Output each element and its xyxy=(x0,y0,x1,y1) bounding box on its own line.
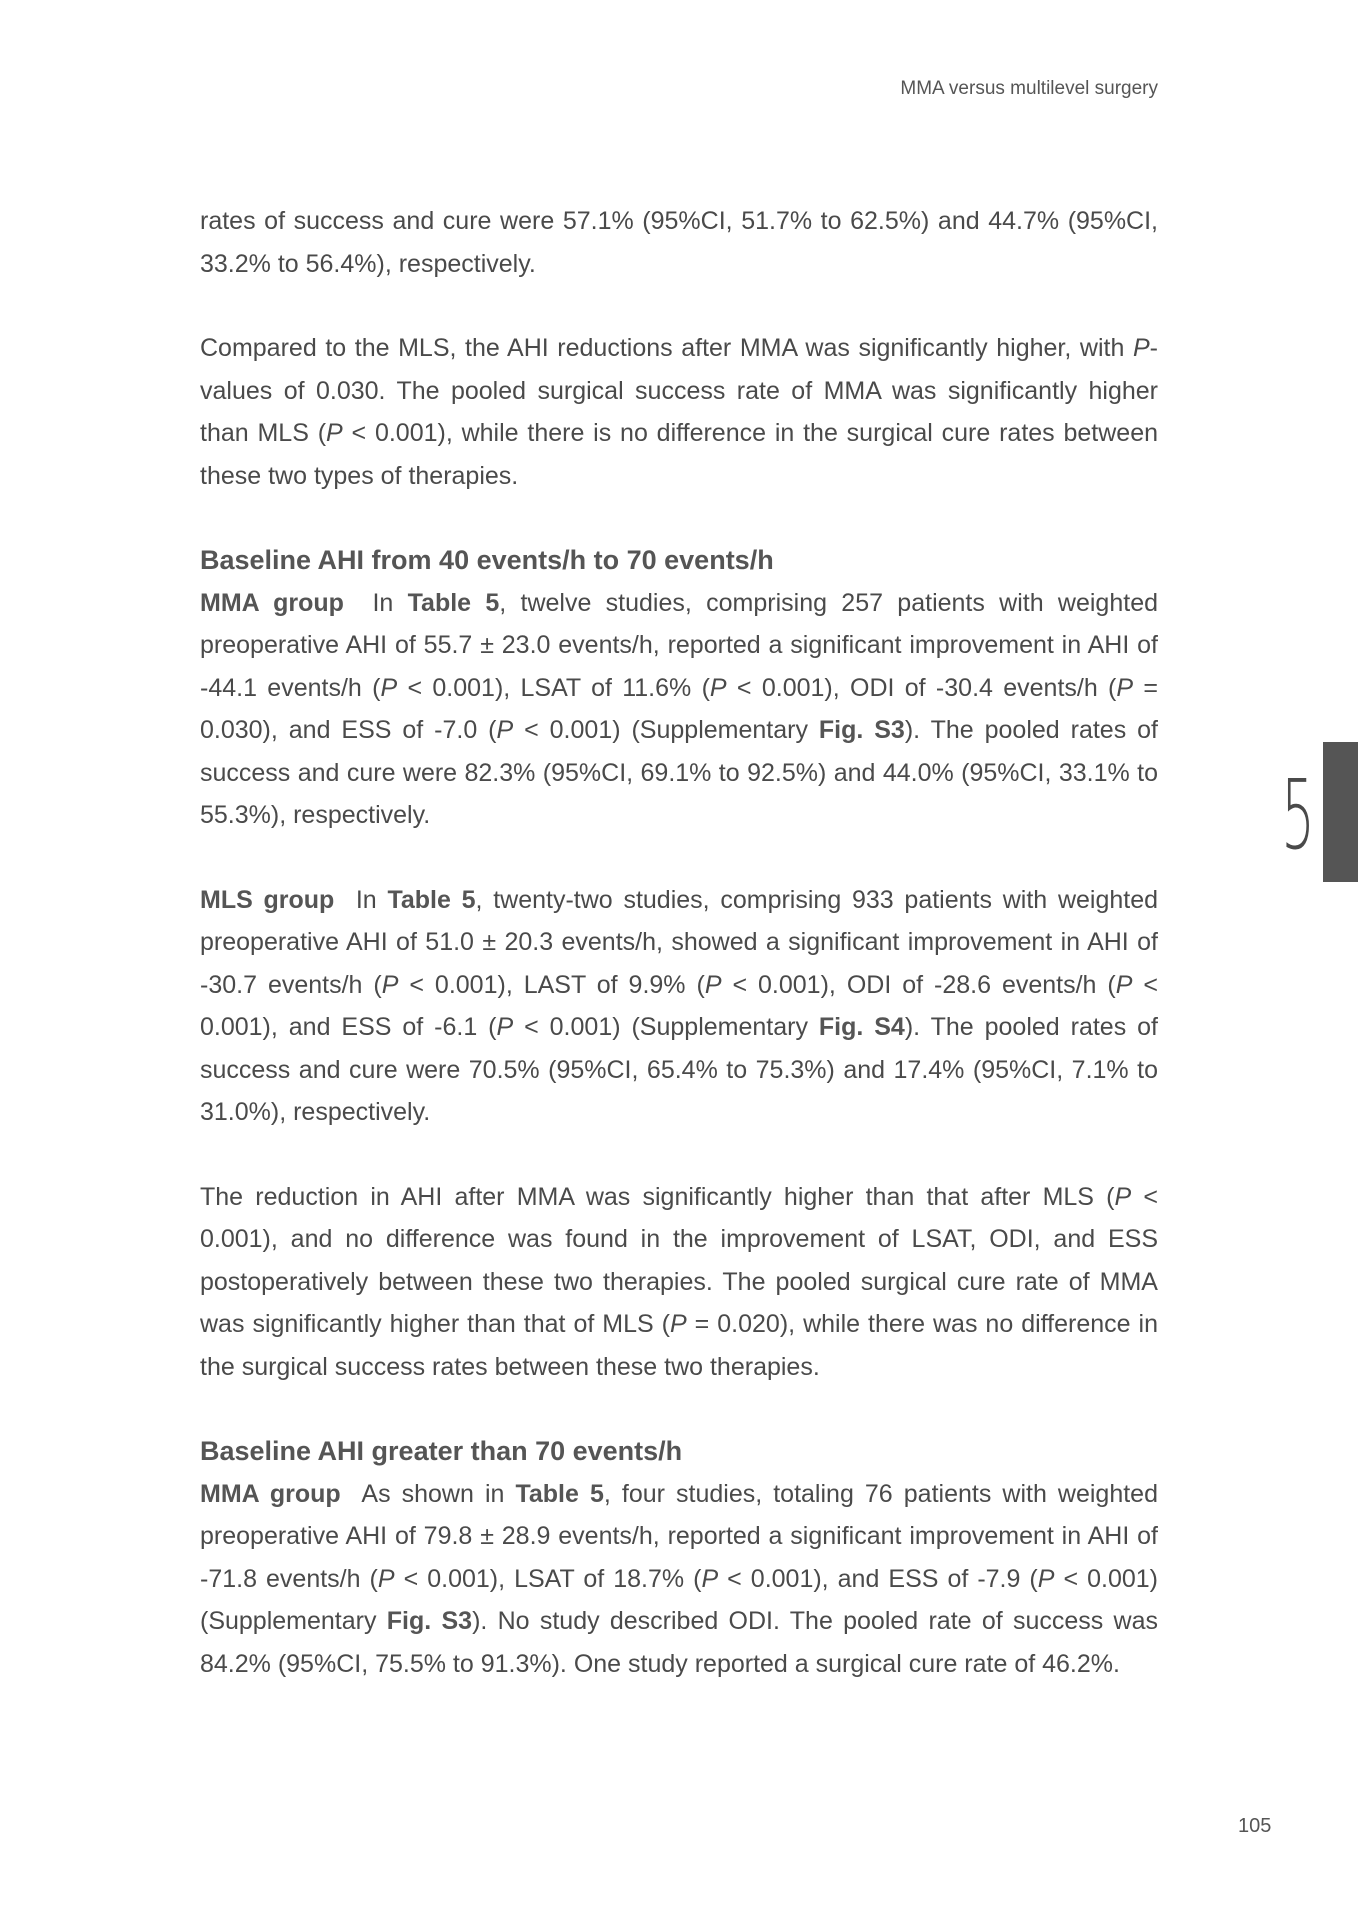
page-number: 105 xyxy=(1238,1815,1272,1837)
table-reference: Table 5 xyxy=(515,1479,604,1508)
text-run: < 0.001), ODI of -28.6 events/h ( xyxy=(721,970,1116,999)
paragraph-mma-group-high-ahi xyxy=(200,1473,1158,1686)
italic-p: P xyxy=(326,419,343,447)
text-run: = 0.020), while there was no difference in the surgical success rates between these two therapies. xyxy=(200,1310,1159,1381)
text-run: ). No study described ODI. The pooled rate of success was 84.2% (95%CI, 75.5% to 91.3%). One study reported a surgical cure rate of 46.2%. xyxy=(200,1607,1158,1678)
italic-p: P xyxy=(704,970,722,999)
italic-p: P xyxy=(1037,1564,1055,1593)
italic-p: P xyxy=(377,1564,395,1593)
italic-p: P xyxy=(1114,1182,1132,1211)
paragraph-mma-group xyxy=(200,582,1158,837)
text-run: < 0.001) (Supplementary xyxy=(200,1564,1158,1635)
text-run: < 0.001), and ESS of -7.9 ( xyxy=(718,1564,1038,1593)
paragraph-mls-group xyxy=(200,879,1158,1134)
italic-p: P xyxy=(1132,334,1150,362)
chapter-tab-marker xyxy=(1323,742,1358,882)
text-run: < 0.001), and ESS of -6.1 ( xyxy=(200,970,1158,1041)
italic-p: P xyxy=(381,970,399,999)
text-run: = 0.030), and ESS of -7.0 ( xyxy=(200,673,1158,744)
text-run: < 0.001), ODI of -30.4 events/h ( xyxy=(726,673,1117,702)
italic-p: P xyxy=(709,673,727,702)
text-run: < 0.001), and no difference was found in the improvement of LSAT, ODI, and ESS postoperatively between these two therapies. The pooled surgical cure rate of MMA was significantly higher than that of MLS ( xyxy=(200,1182,1159,1338)
text-run: As shown in xyxy=(340,1479,516,1508)
text-run: , twenty-two studies, comprising 933 patients with weighted preoperative AHI of 51.0 ± 20.3 events/h, showed a significant improvement in AHI of -30.7 events/h ( xyxy=(200,885,1159,999)
figure-reference: Fig. S4 xyxy=(818,1013,905,1041)
text-run: ). The pooled rates of success and cure were 70.5% (95%CI, 65.4% to 75.3%) and 17.4% (95%CI, 7.1% to 31.0%), respectively. xyxy=(200,1013,1158,1126)
chapter-number: 5 xyxy=(1281,759,1315,871)
paragraph-reduction-comparison xyxy=(200,1176,1158,1389)
italic-p: P xyxy=(701,1564,719,1593)
running-header: MMA versus multilevel surgery xyxy=(900,78,1158,99)
text-run: The reduction in AHI after MMA was significantly higher than that after MLS ( xyxy=(200,1182,1115,1211)
section-heading: Baseline AHI from 40 events/h to 70 events/h xyxy=(200,545,774,575)
text-run: rates of success and cure were 57.1% (95%CI, 51.7% to 62.5%) and 44.7% (95%CI, 33.2% to 56.4%), respectively. xyxy=(200,207,1158,278)
text-run: , four studies, totaling 76 patients with weighted preoperative AHI of 79.8 ± 28.9 events/h, reported a significant improvement in AHI of -71.8 events/h ( xyxy=(200,1479,1158,1593)
text-run: , twelve studies, comprising 257 patients with weighted preoperative AHI of 55.7 ± 23.0 events/h, reported a significant improvement in AHI of -44.1 events/h ( xyxy=(200,588,1158,702)
run-in-heading: MLS group xyxy=(200,885,335,914)
text-run: < 0.001), LAST of 9.9% ( xyxy=(398,970,705,999)
italic-p: P xyxy=(380,673,398,702)
text-run: < 0.001), LSAT of 18.7% ( xyxy=(394,1564,702,1593)
italic-p: P xyxy=(1115,970,1133,999)
text-run: Compared to the MLS, the AHI reductions after MMA was significantly higher, with xyxy=(200,334,1133,362)
text-run: In xyxy=(343,588,408,617)
italic-p: P xyxy=(496,1013,514,1041)
figure-reference: Fig. S3 xyxy=(386,1607,473,1635)
italic-p: P xyxy=(496,716,514,744)
text-run: ). The pooled rates of success and cure were 82.3% (95%CI, 69.1% to 92.5%) and 44.0% (95%CI, 33.1% to 55.3%), respectively. xyxy=(200,716,1158,829)
run-in-heading: MMA group xyxy=(200,1479,341,1508)
section-heading: Baseline AHI greater than 70 events/h xyxy=(200,1436,683,1466)
table-reference: Table 5 xyxy=(407,588,500,617)
italic-p: P xyxy=(1116,673,1134,702)
paragraph-comparison xyxy=(200,327,1158,497)
text-run: < 0.001) (Supplementary xyxy=(513,1013,819,1041)
text-run: In xyxy=(334,885,388,914)
italic-p: P xyxy=(670,1310,687,1338)
text-run: < 0.001), LSAT of 11.6% ( xyxy=(397,673,710,702)
main-text xyxy=(200,200,1158,1685)
run-in-heading: MMA group xyxy=(200,588,344,617)
paragraph-continued xyxy=(200,200,1158,285)
text-run: -values of 0.030. The pooled surgical success rate of MMA was significantly higher than MLS ( xyxy=(200,334,1158,447)
figure-reference: Fig. S3 xyxy=(818,716,905,744)
text-run: < 0.001), while there is no difference in the surgical cure rates between these two types of therapies. xyxy=(200,419,1159,490)
table-reference: Table 5 xyxy=(387,885,476,914)
text-run: < 0.001) (Supplementary xyxy=(513,716,819,744)
